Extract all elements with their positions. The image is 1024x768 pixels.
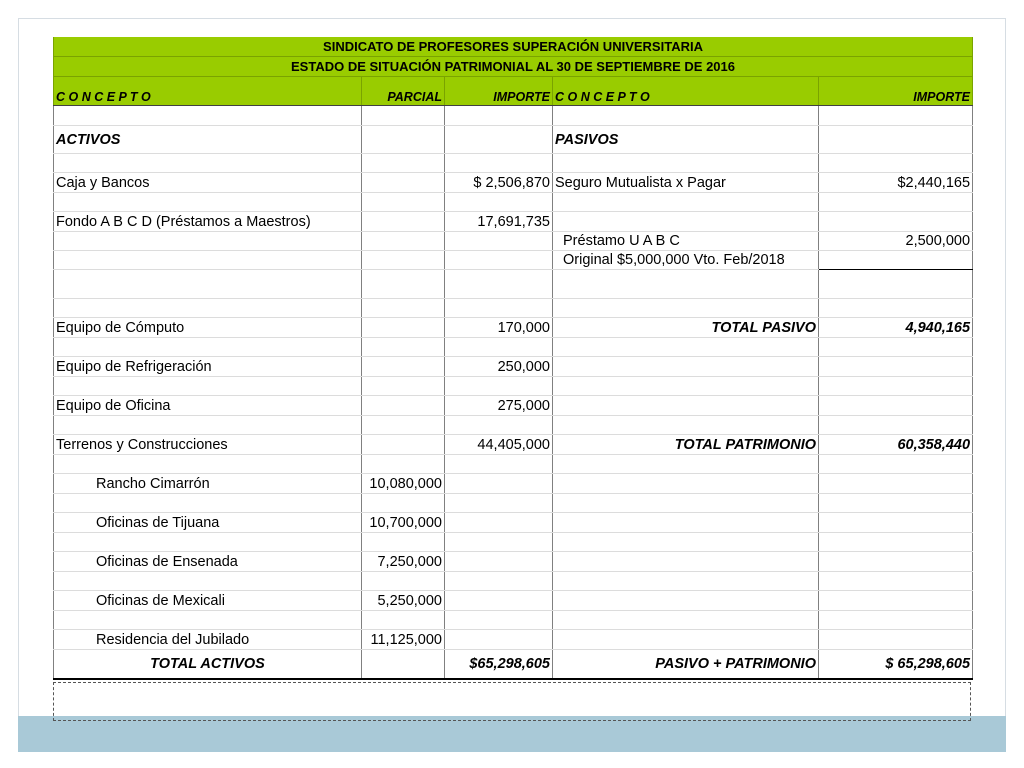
total-activos-importe: $65,298,605 xyxy=(445,650,553,680)
caja-bancos-importe: $ 2,506,870 xyxy=(445,173,553,193)
ensenada-label: Oficinas de Ensenada xyxy=(54,552,362,572)
table-row xyxy=(54,270,973,299)
title-row-1 xyxy=(54,37,973,57)
pasivo-patrimonio-label: PASIVO + PATRIMONIO xyxy=(553,650,819,680)
table-row xyxy=(54,552,973,572)
table-row xyxy=(54,533,973,552)
rancho-label: Rancho Cimarrón xyxy=(54,474,362,494)
table-row xyxy=(54,396,973,416)
table-row xyxy=(54,474,973,494)
table-row xyxy=(54,435,973,455)
table-row xyxy=(54,318,973,338)
table-row xyxy=(54,416,973,435)
table-row xyxy=(54,232,973,251)
equipo-computo-label: Equipo de Cómputo xyxy=(54,318,362,338)
fondo-label: Fondo A B C D (Préstamos a Maestros) xyxy=(54,212,362,232)
table-row xyxy=(54,357,973,377)
total-pasivo-importe: 4,940,165 xyxy=(819,318,973,338)
total-activos-label: TOTAL ACTIVOS xyxy=(54,650,362,680)
activos-heading: ACTIVOS xyxy=(54,126,362,154)
equipo-refrigeracion-importe: 250,000 xyxy=(445,357,553,377)
caja-bancos-label: Caja y Bancos xyxy=(54,173,362,193)
header-importe-right: IMPORTE xyxy=(819,77,973,106)
slide-bottom-bar xyxy=(18,716,1006,752)
table-row xyxy=(54,154,973,173)
mexicali-parcial: 5,250,000 xyxy=(362,591,445,611)
table-row xyxy=(54,513,973,533)
table-row xyxy=(54,572,973,591)
prestamo-importe: 2,500,000 xyxy=(819,232,973,251)
pasivo-patrimonio-importe: $ 65,298,605 xyxy=(819,650,973,680)
title-line-1: SINDICATO DE PROFESORES SUPERACIÓN UNIVERSITARIA xyxy=(54,37,973,57)
title-row-2 xyxy=(54,57,973,77)
residencia-parcial: 11,125,000 xyxy=(362,630,445,650)
table-row xyxy=(54,611,973,630)
selection-dashed-box xyxy=(53,682,971,721)
pasivos-heading: PASIVOS xyxy=(553,126,819,154)
tijuana-parcial: 10,700,000 xyxy=(362,513,445,533)
table-row xyxy=(54,106,973,126)
terrenos-importe: 44,405,000 xyxy=(445,435,553,455)
balance-sheet-table xyxy=(53,37,973,680)
table-row xyxy=(54,126,973,154)
table-row xyxy=(54,212,973,232)
table-row xyxy=(54,494,973,513)
table-row xyxy=(54,630,973,650)
equipo-computo-importe: 170,000 xyxy=(445,318,553,338)
terrenos-label: Terrenos y Construcciones xyxy=(54,435,362,455)
residencia-label: Residencia del Jubilado xyxy=(54,630,362,650)
equipo-oficina-label: Equipo de Oficina xyxy=(54,396,362,416)
table-row xyxy=(54,299,973,318)
seguro-label: Seguro Mutualista x Pagar xyxy=(553,173,819,193)
rancho-parcial: 10,080,000 xyxy=(362,474,445,494)
fondo-importe: 17,691,735 xyxy=(445,212,553,232)
tijuana-label: Oficinas de Tijuana xyxy=(54,513,362,533)
total-patrimonio-importe: 60,358,440 xyxy=(819,435,973,455)
total-patrimonio-label: TOTAL PATRIMONIO xyxy=(553,435,819,455)
table-row xyxy=(54,338,973,357)
table-row xyxy=(54,173,973,193)
header-parcial: PARCIAL xyxy=(362,77,445,106)
table-row xyxy=(54,193,973,212)
header-concepto-right: C O N C E P T O xyxy=(553,77,819,106)
prestamo-label: Préstamo U A B C xyxy=(553,232,819,251)
header-concepto-left: C O N C E P T O xyxy=(54,77,362,106)
table-row xyxy=(54,377,973,396)
title-line-2: ESTADO DE SITUACIÓN PATRIMONIAL AL 30 DE SEPTIEMBRE DE 2016 xyxy=(54,57,973,77)
equipo-refrigeracion-label: Equipo de Refrigeración xyxy=(54,357,362,377)
table-row xyxy=(54,251,973,270)
ensenada-parcial: 7,250,000 xyxy=(362,552,445,572)
totals-row xyxy=(54,650,973,680)
header-importe-left: IMPORTE xyxy=(445,77,553,106)
prestamo-note: Original $5,000,000 Vto. Feb/2018 xyxy=(553,251,819,270)
mexicali-label: Oficinas de Mexicali xyxy=(54,591,362,611)
column-header-row xyxy=(54,77,973,106)
total-pasivo-label: TOTAL PASIVO xyxy=(553,318,819,338)
table-row xyxy=(54,455,973,474)
equipo-oficina-importe: 275,000 xyxy=(445,396,553,416)
table-row xyxy=(54,591,973,611)
seguro-importe: $2,440,165 xyxy=(819,173,973,193)
